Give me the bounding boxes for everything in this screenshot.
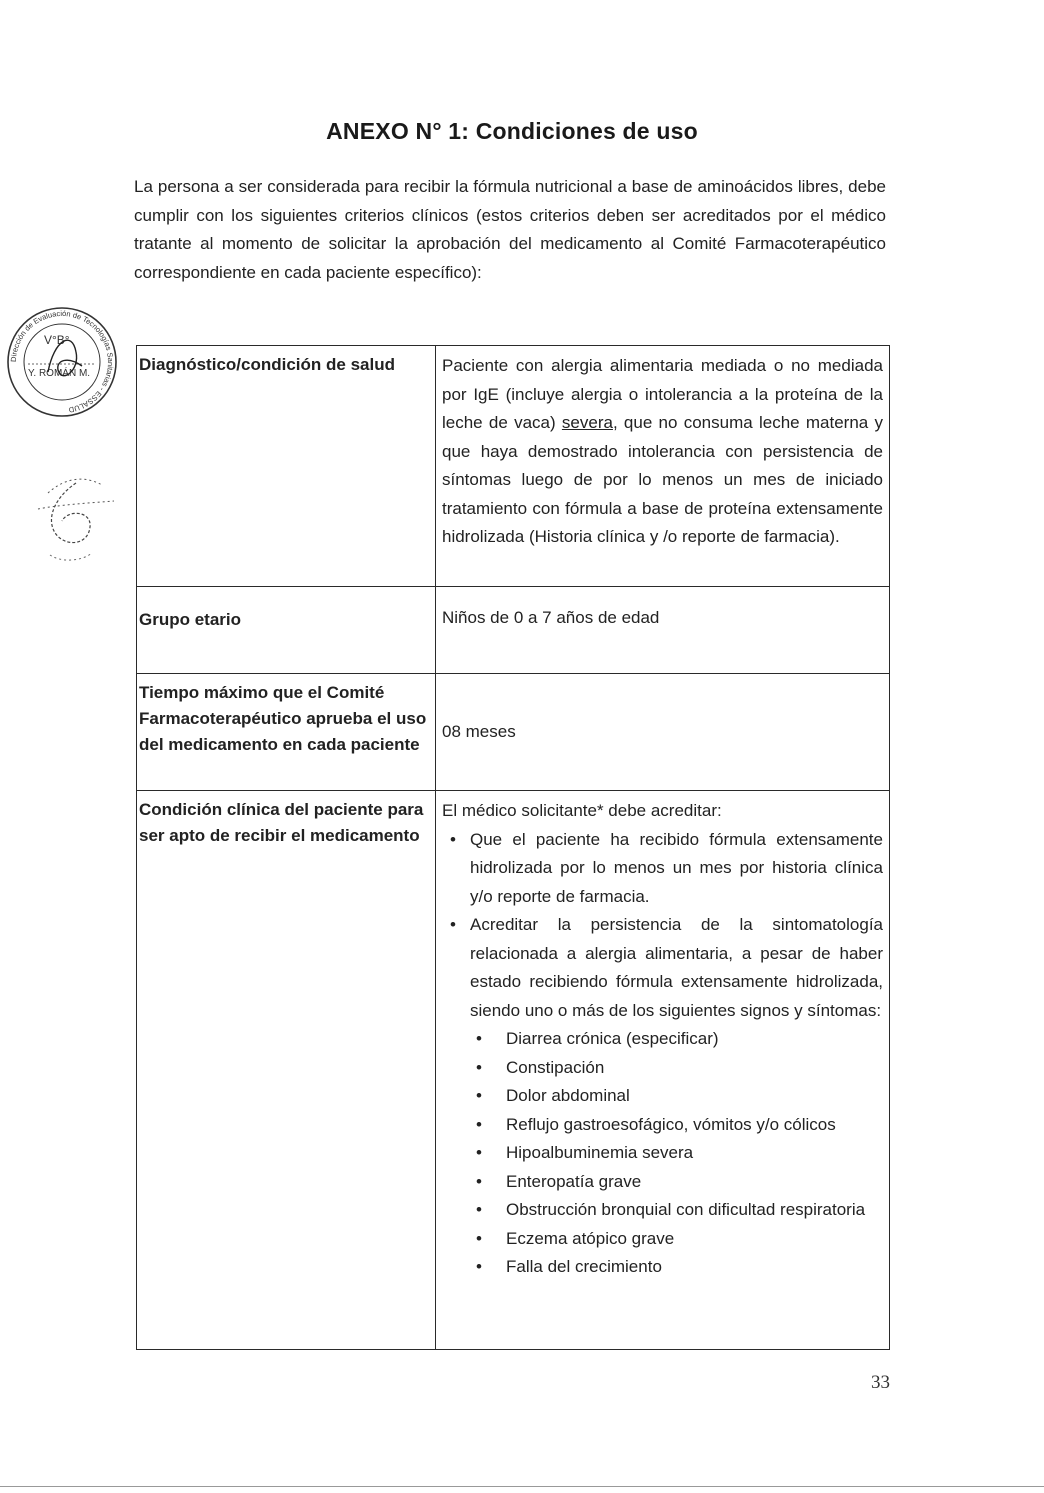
conditions-table <box>136 345 890 1350</box>
row-value-clinical-condition <box>436 791 890 1350</box>
symptom-item: • Hipoalbuminemia severa <box>442 1139 883 1168</box>
row-label-diagnosis: Diagnóstico/condición de salud <box>137 346 436 587</box>
symptom-item: • Enteropatía grave <box>442 1168 883 1197</box>
diagnosis-text-start: Paciente con alergia alimentaria mediada o no mediada por IgE (incluye alergia o intolerancia a la proteína de la leche de vaca) <box>442 356 883 432</box>
symptom-item: • Falla del crecimiento <box>442 1253 883 1282</box>
symptom-item: • Constipación <box>442 1054 883 1083</box>
symptom-item: • Eczema atópico grave <box>442 1225 883 1254</box>
symptoms-list <box>442 1025 883 1282</box>
intro-paragraph: La persona a ser considerada para recibir la fórmula nutricional a base de aminoácidos libres, debe cumplir con los siguientes criterios clínicos (estos criterios deben ser acreditados por el médico tratante al momento de solicitar la aprobación del medicamento al Comité Farmacoterapéutico correspondiente en cada paciente específico): <box>134 177 886 282</box>
page-title: ANEXO N° 1: Condiciones de uso <box>326 118 698 144</box>
row-value-diagnosis <box>436 346 890 587</box>
scan-edge-line <box>0 1486 1044 1487</box>
row-value-max-time: 08 meses <box>436 674 890 791</box>
table-row <box>137 791 890 1350</box>
table-row <box>137 674 890 791</box>
stamp-name-text: Y. ROMÁN M. <box>28 368 91 379</box>
row-value-age-group: Niños de 0 a 7 años de edad <box>436 587 890 674</box>
row-label-max-time: Tiempo máximo que el Comité Farmacoterapéutico aprueba el uso del medicamento en cada paciente <box>137 674 436 791</box>
page-number: 33 <box>871 1372 890 1393</box>
symptom-item: • Dolor abdominal <box>442 1082 883 1111</box>
diagnosis-text-end: , que no consuma leche materna y que haya demostrado intolerancia con persistencia de síntomas luego de por lo menos un mes de iniciado tratamiento con fórmula a base de proteína extensamente hidrolizada (Historia clínica y /o reporte de farmacia). <box>442 413 883 546</box>
symptom-item: • Reflujo gastroesofágico, vómitos y/o cólicos <box>442 1111 883 1140</box>
approval-stamp <box>2 300 122 430</box>
criteria-list <box>442 826 883 1026</box>
table-row <box>137 346 890 587</box>
diagnosis-severity: severa <box>561 413 613 432</box>
stamp-vb-text: V°B° <box>44 333 70 347</box>
criteria-item: • Que el paciente ha recibido fórmula extensamente hidrolizada por lo menos un mes por historia clínica y/o reporte de farmacia. <box>442 826 883 912</box>
symptom-item: • Obstrucción bronquial con dificultad respiratoria <box>442 1196 883 1225</box>
symptom-item: • Diarrea crónica (especificar) <box>442 1025 883 1054</box>
clinical-intro: El médico solicitante* debe acreditar: <box>442 801 722 820</box>
row-label-age-group: Grupo etario <box>137 587 436 674</box>
criteria-item <box>442 911 883 1025</box>
row-label-clinical-condition: Condición clínica del paciente para ser apto de recibir el medicamento <box>137 791 436 1350</box>
handwritten-signature <box>28 455 128 575</box>
stamp-ring-text: Dirección de Evaluación de Tecnologías Sanitarias - ESSALUD <box>8 308 116 415</box>
criteria-item-text: Acreditar la persistencia de la sintomatología relacionada a alergia alimentaria, a pesar de haber estado recibiendo fórmula extensamente hidrolizada, siendo uno o más de los siguientes signos y síntomas: <box>470 915 883 1020</box>
table-row <box>137 587 890 674</box>
